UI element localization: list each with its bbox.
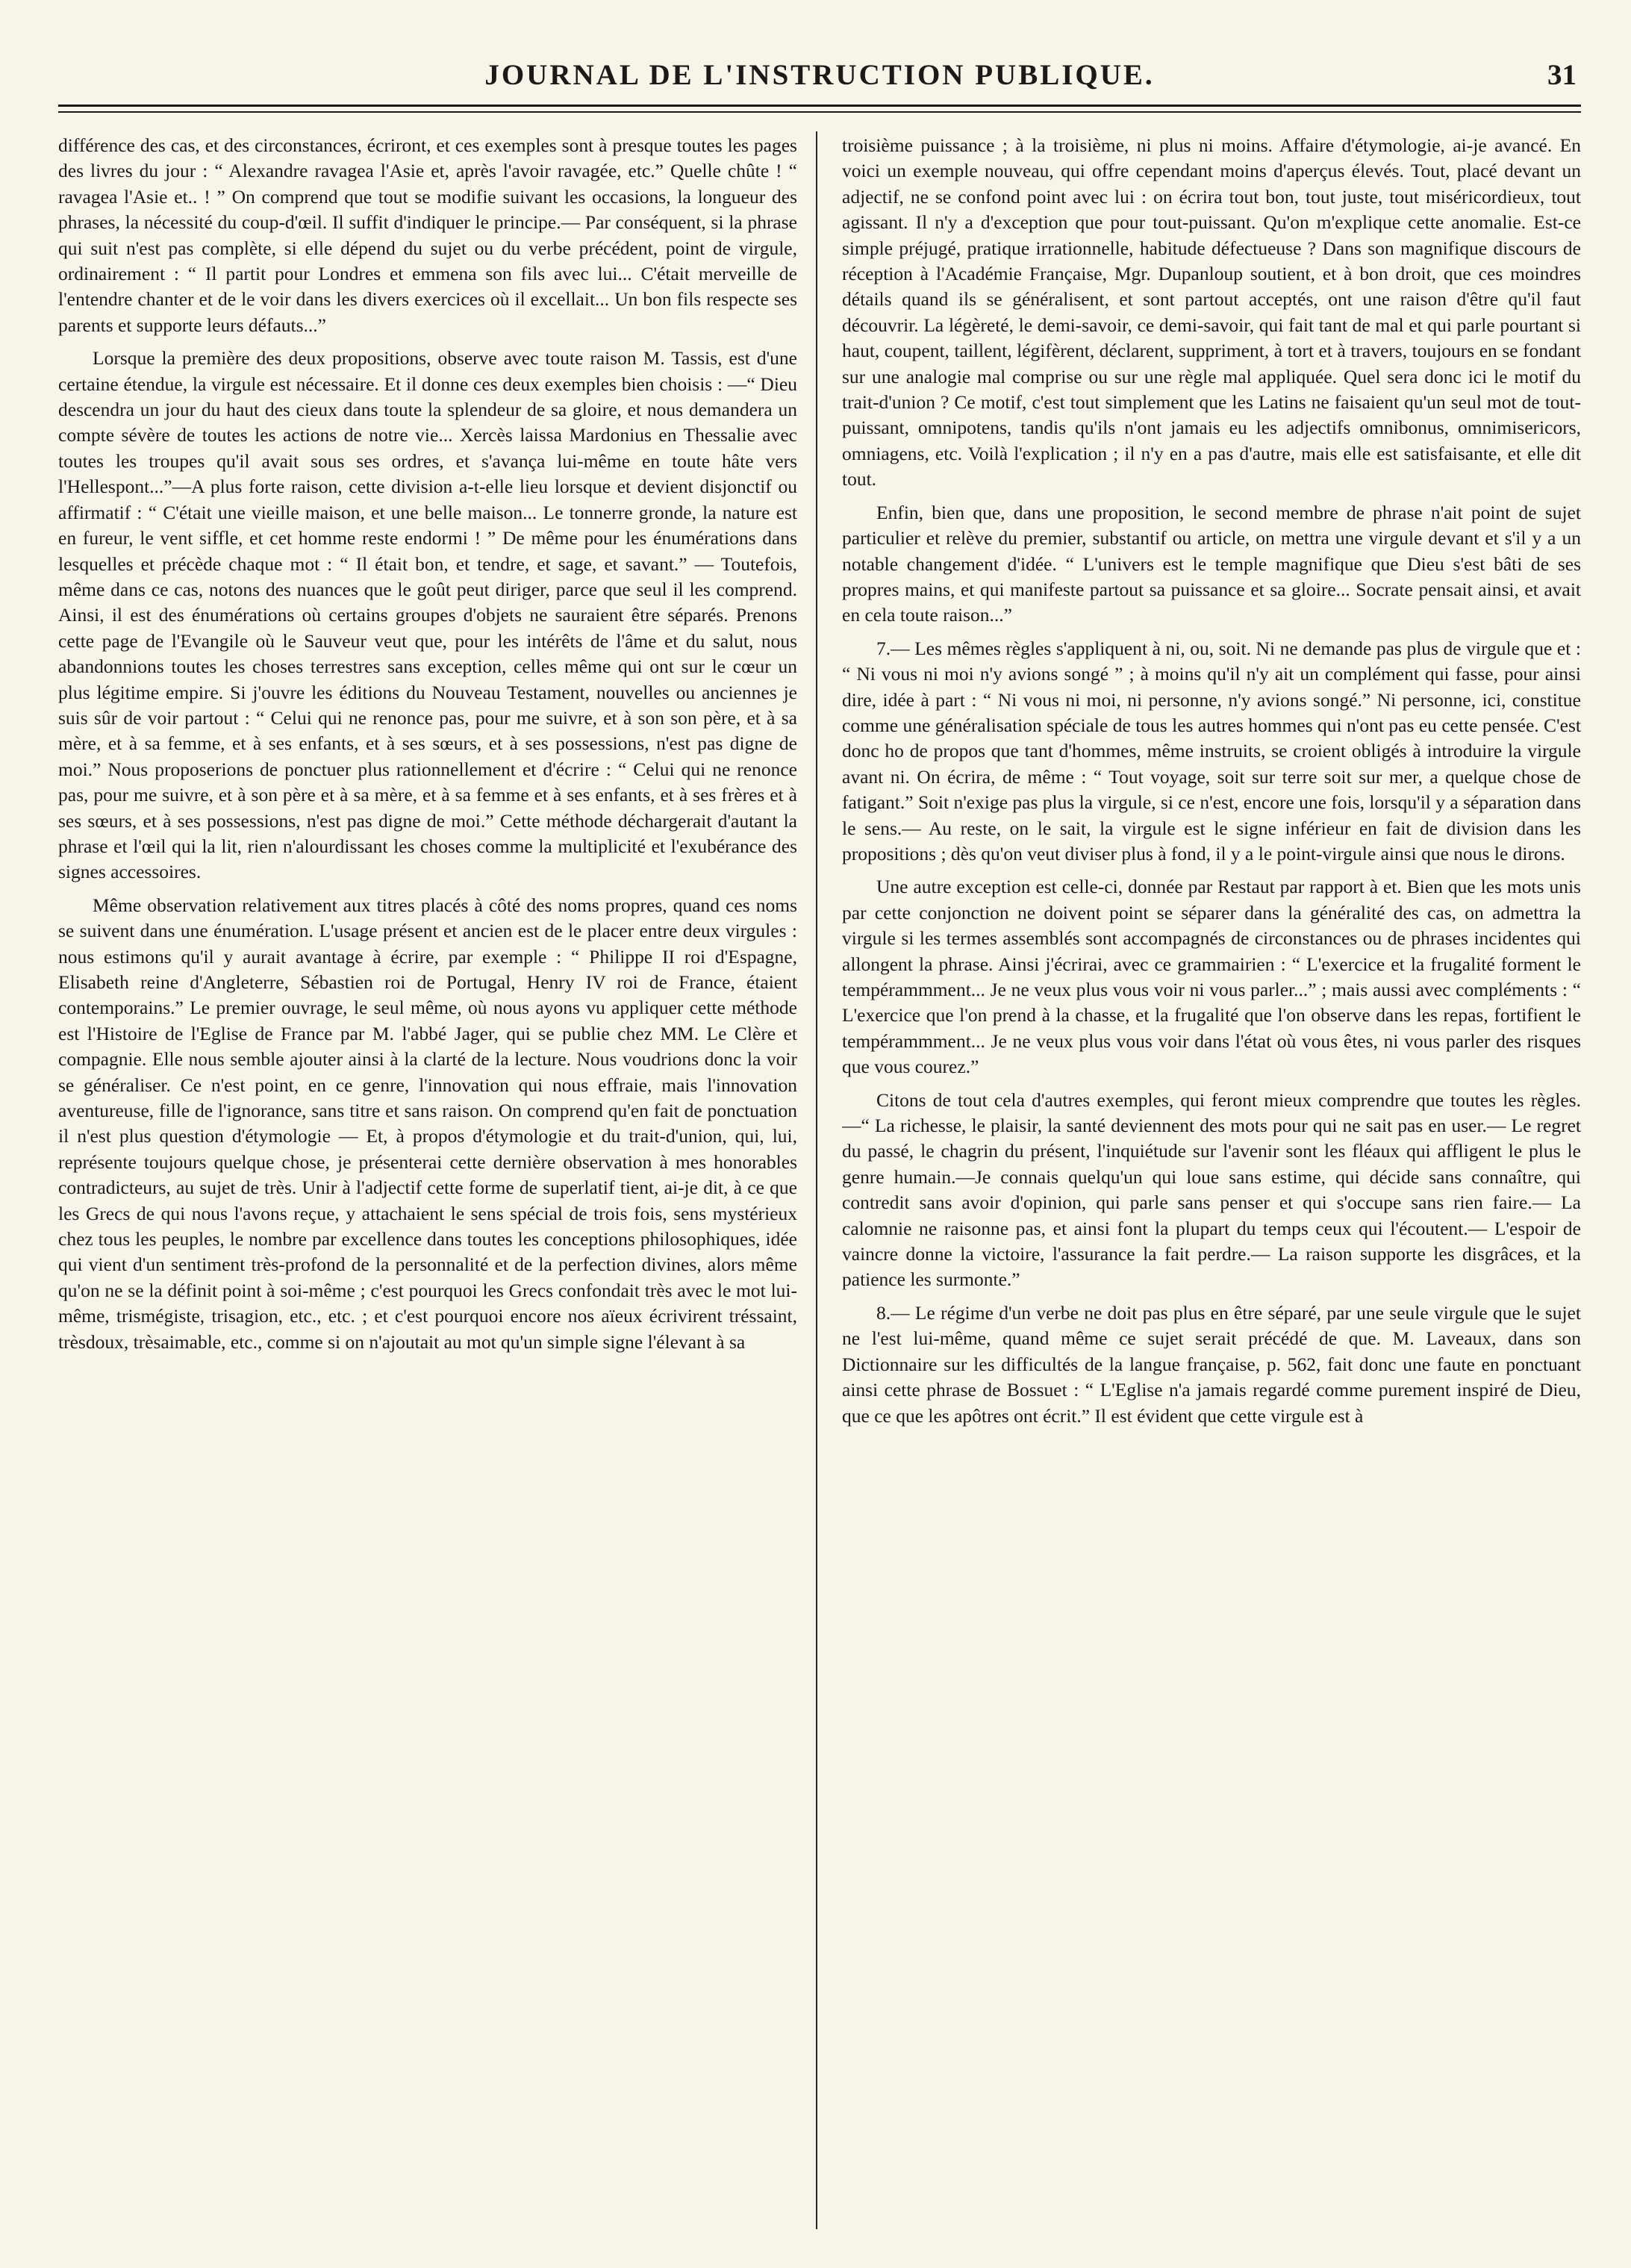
journal-title: JOURNAL DE L'INSTRUCTION PUBLIQUE. bbox=[484, 59, 1155, 91]
right-paragraph-2: Enfin, bien que, dans une proposition, le second membre de phrase n'ait point de sujet particulier et relève du premier, substantif ou article, on mettra une virgule devant et s'il y a un notable changement d'idée. “ L'univers est le temple magnifique que Dieu s'est bâti de ses propres mains, et qui manifeste partout sa puissance et sa gloire... Socrate pensait ainsi, et avait en cela toute raison...” bbox=[842, 501, 1581, 626]
right-paragraph-4: Une autre exception est celle-ci, donnée par Restaut par rapport à et. Bien que les mots unis par cette conjonction ne doivent point se séparer dans la généralité des cas, on admettra la virgule si les termes assemblés sont accompagnés de circonstances ou de phrases incidentes qui allongent la phrase. Ainsi j'écrirai, avec ce grammairien : “ L'exercice et la frugalité forment le tempérammment... Je ne veux plus vous voir ni vous parler...” ; mais aussi avec compléments : “ L'exercice que l'on prend à la chasse, et la frugalité que l'on observe dans les repas, fortifient le tempérammment... Je ne veux plus vous voir dans l'état où vous êtes, ni vous parler des risques que vous courez.” bbox=[842, 876, 1581, 1078]
left-paragraph-3: Même observation relativement aux titres placés à côté des noms propres, quand ces noms se suivent dans une énumération. L'usage présent et ancien est de le placer entre deux virgules : nous estimons qu'il y aurait avantage à écrire, par exemple : “ Philippe II roi d'Espagne, Elisabeth reine d'Angleterre, Sébastien roi de Portugal, Henry IV roi de France, étaient contemporains.” Le premier ouvrage, le seul même, où nous ayons vu appliquer cette méthode est l'Histoire de l'Eglise de France par M. l'abbé Jager, qui se publie chez MM. Le Clère et compagnie. Elle nous semble ajouter ainsi à la clarté de la lecture. Nous voudrions donc la voir se généraliser. Ce n'est point, en ce genre, l'innovation qui nous effraie, mais l'innovation aventureuse, fille de l'ignorance, sans titre et sans raison. On comprend qu'en fait de ponctuation il n'est plus question d'étymologie — Et, à propos d'étymologie et du trait-d'union, qui, lui, représente toujours quelque chose, je présenterai cette dernière observation à mes honorables contradicteurs, au sujet de très. Unir à l'adjectif cette forme de superlatif tient, ai-je dit, à ce que les Grecs de qui nous l'avons reçue, y attachaient le sens spécial de trois fois, sens mystérieux chez tous les peuples, le nombre par excellence dans toutes les conceptions philosophiques, idée qui vient d'un sentiment très-profond de la personnalité et de la perfection divines, alors même qu'on ne se la définit point à soi-même ; c'est pourquoi les Grecs confondait très avec le mot lui-même, trismégiste, trisagion, etc., etc. ; et c'est pourquoi encore nos aïeux écrivirent tréssaint, trèsdoux, trèsaimable, etc., comme si on n'ajoutait au mot qu'un simple signe l'élevant à sa bbox=[58, 894, 797, 1353]
right-paragraph-1: troisième puissance ; à la troisième, ni plus ni moins. Affaire d'étymologie, ai-je avancé. En voici un exemple nouveau, qui offre cependant moins d'aperçus élevés. Tout, placé devant un adjectif, ne se confond point avec lui : on écrira tout bon, tout juste, tout miséricordieux, tout agissant. Il n'y a d'exception que pour tout-puissant. Qu'on m'explique cette anomalie. Est-ce simple préjugé, pratique irrationnelle, habitude défectueuse ? Dans son magnifique discours de réception à l'Académie Française, Mgr. Dupanloup soutient, et à bon droit, que ces moindres détails quand ils se généralisent, et sont partout acceptés, ont une raison d'être qu'il faut découvrir. La légèreté, le demi-savoir, ce demi-savoir, qui fait tant de mal et qui parle pourtant si haut, coupent, taillent, légifèrent, déclarent, suppriment, à tort et à travers, toujours en se fondant sur une analogie mal comprise ou sur une règle mal appliquée. Quel sera donc ici le motif du trait-d'union ? Ce motif, c'est tout simplement que les Latins ne faisaient qu'un seul mot de tout-puissant, omnipotens, tandis qu'ils n'ont jamais eu les adjectifs omnibonus, omnimisericors, omniagens, etc. Voilà l'explication ; il n'y en a pas d'autre, mais elle est satisfaisante, et elle dit tout. bbox=[842, 134, 1581, 490]
column-divider bbox=[816, 131, 817, 2229]
left-paragraph-2: Lorsque la première des deux propositions, observe avec toute raison M. Tassis, est d'une certaine étendue, la virgule est nécessaire. Et il donne ces deux exemples bien choisis : —“ Dieu descendra un jour du haut des cieux dans toute la splendeur de sa gloire, et nous demandera un compte sévère de toutes les actions de notre vie... Xercès laissa Mardonius en Thessalie avec toutes les troupes qu'il avait sous ses ordres, et s'avança lui-même en toute hâte vers l'Hellespont...”—A plus forte raison, cette division a-t-elle lieu lorsque et devient disjonctif ou affirmatif : “ C'était une vieille maison, et une belle maison... Le tonnerre gronde, la nature est en fureur, le vent siffle, et cet homme reste endormi ! ” De même pour les énumérations dans lesquelles et précède chaque mot : “ Il était bon, et tendre, et sage, et savant.” — Toutefois, même dans ce cas, notons des nuances que le goût peut diriger, parce que seul il les comprend. Ainsi, il est des énumérations où certains groupes d'objets ne sauraient être séparés. Prenons cette page de l'Evangile où le Sauveur veut que, pour les intérêts de l'âme et du salut, nous abandonnions toutes les choses terrestres sans exception, celles même qui ont sur le cœur un plus légitime empire. Si j'ouvre les éditions du Nouveau Testament, nouvelles ou anciennes je suis sûr de voir partout : “ Celui qui ne renonce pas, pour me suivre, et à son son père, et à sa mère, et à sa femme, et à ses enfants, et à ses sœurs, et à ses possessions, n'est pas digne de moi.” Nous proposerions de ponctuer plus rationnellement et d'écrire : “ Celui qui ne renonce pas, pour me suivre, et à son père et à sa mère, et à sa femme et à ses enfants, et à ses frères et à ses sœurs, et à ses possessions, n'est pas digne de moi.” Cette méthode déchargerait d'autant la phrase et l'œil qui la lit, rien n'alourdissant les choses comme la multiplicité et l'exubérance des signes accessoires. bbox=[58, 347, 797, 883]
page-number: 31 bbox=[1547, 59, 1577, 91]
right-paragraph-5: Citons de tout cela d'autres exemples, qui feront mieux comprendre que toutes les règles.—“ La richesse, le plaisir, la santé deviennent des mots pour qui ne sait pas en user.— Le regret du passé, le chagrin du présent, l'inquiétude sur l'avenir sont les fléaux qui affligent le plus le genre humain.—Je connais quelqu'un qui loue sans estime, qui décide sans connaître, qui contredit sans avoir d'opinion, qui parle sans penser et qui s'occupe sans rien faire.— La calomnie ne raisonne pas, et ainsi font la plupart du temps ceux qui l'écoutent.— L'espoir de vaincre donne la victoire, l'assurance la fait perdre.— La raison supporte les disgrâces, et la patience les surmonte.” bbox=[842, 1088, 1581, 1291]
header-rule-thick bbox=[58, 105, 1581, 107]
left-column bbox=[58, 133, 797, 2238]
header-rule-thin bbox=[58, 111, 1581, 113]
right-paragraph-6: 8.— Le régime d'un verbe ne doit pas plus en être séparé, par une seule virgule que le sujet ne l'est lui-même, quand même ce sujet serait précédé de que. M. Laveaux, dans son Dictionnaire sur les difficultés de la langue française, p. 562, fait donc une faute en ponctuant ainsi cette phrase de Bossuet : “ L'Eglise n'a jamais regardé comme purement inspiré de Dieu, que ce que les apôtres ont écrit.” Il est évident que cette virgule est à bbox=[842, 1301, 1581, 1427]
right-paragraph-3: 7.— Les mêmes règles s'appliquent à ni, ou, soit. Ni ne demande pas plus de virgule que et : “ Ni vous ni moi n'y avions songé ” ; à moins qu'il n'y ait un complément qui fasse, pour ainsi dire, idée à part : “ Ni vous ni moi, ni personne, n'y avions songé.” Ni personne, ici, constitue comme une généralisation spéciale de tous les autres hommes qui n'ont pas eu cette pensée. C'est donc ho de propos que tant d'hommes, même instruits, se croient obligés à introduire la virgule avant ni. On écrira, de même : “ Tout voyage, soit sur terre soit sur mer, a quelque chose de fatigant.” Soit n'exige pas plus la virgule, si ce n'est, encore une fois, lorsqu'il y a séparation dans le sens.— Au reste, on le sait, la virgule est le signe inférieur en fait de division dans les propositions ; dès qu'on veut diviser plus à fond, il y a le point-virgule ainsi que nous le dirons. bbox=[842, 637, 1581, 864]
page-header bbox=[58, 45, 1581, 112]
left-paragraph-1: différence des cas, et des circonstances, écriront, et ces exemples sont à presque toutes les pages des livres du jour : “ Alexandre ravagea l'Asie et, après l'avoir ravagée, etc.” Quelle chûte ! “ ravagea l'Asie et.. ! ” On comprend que tout se modifie suivant les occasions, la longueur des phrases, la nécessité du coup-d'œil. Il suffit d'indiquer le principe.— Par conséquent, si la phrase qui suit n'est pas complète, si elle dépend du sujet ou du verbe précédent, point de virgule, ordinairement : “ Il partit pour Londres et emmena son fils avec lui... C'était merveille de l'entendre chanter et de le voir dans les divers exercices où il excellait... Un bon fils respecte ses parents et supporte leurs défauts...” bbox=[58, 134, 797, 336]
right-column bbox=[842, 133, 1581, 2238]
